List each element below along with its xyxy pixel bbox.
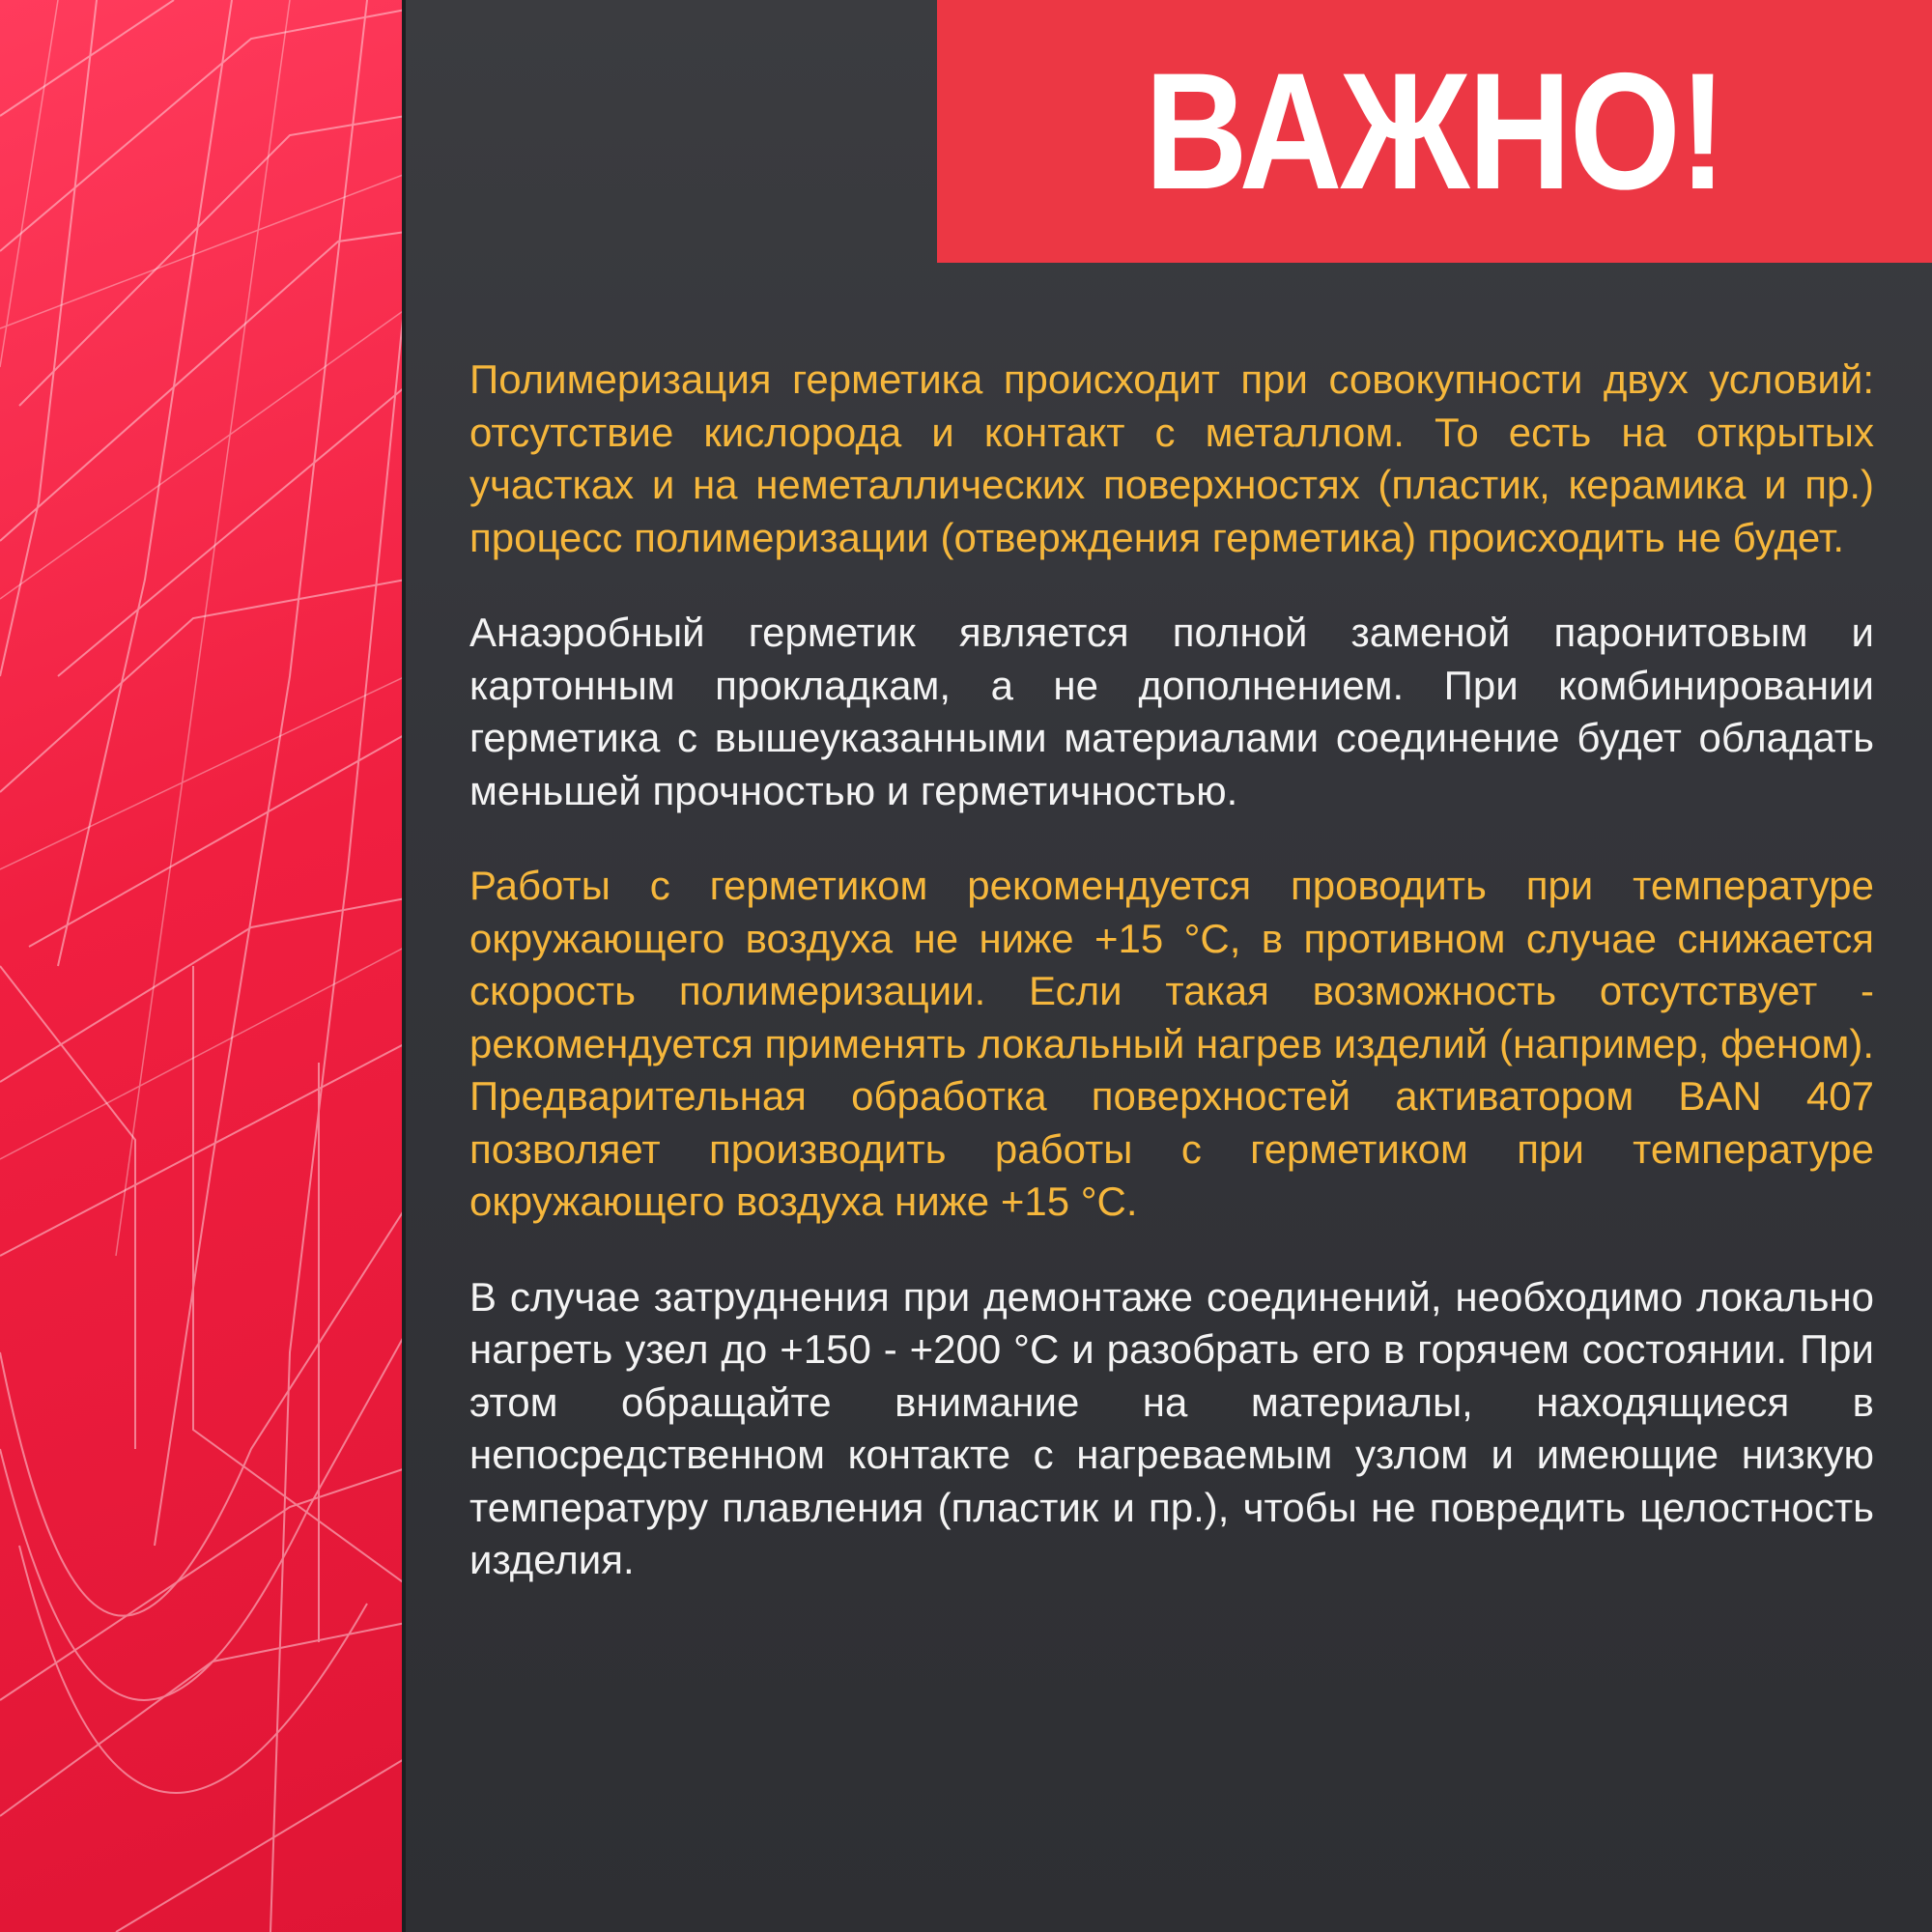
paragraph-disassembly: В случае затруднения при демонтаже соединений, необходимо локально нагреть узел до +150 - +200 °С и разобрать его в горячем состоянии. При этом обращайте внимание на материалы, находящиеся в непосредственном контакте с нагреваемым узлом и имеющие низкую температуру плавления (пластик и пр.), чтобы не повредить целостность изделия. — [469, 1273, 1874, 1582]
paragraph-temperature-conditions: Работы с герметиком рекомендуется проводить при температуре окружающего воздуха не ниже +15 °C, в противном случае снижается скорость полимеризации. Если такая возможность отсутствует - рекомендуется применять локальный нагрев изделий (например, феном). Предварительная обработка поверхностей активатором BAN 407 позволяет производить работы с герметиком при температуре окружающего воздуха ниже +15 °C. — [469, 863, 1874, 1224]
decorative-wireframe-panel — [0, 0, 406, 1932]
wireframe-lines-graphic — [0, 0, 406, 1932]
important-banner — [937, 0, 1932, 263]
paragraph-polymerization-conditions: Полимеризация герметика происходит при совокупности двух условий: отсутствие кислорода и контакт с металлом. То есть на открытых участках и на неметаллических поверхностях (пластик, керамика и пр.) процесс полимеризации (отверждения герметика) происходить не будет. — [469, 356, 1874, 560]
text-content — [469, 354, 1874, 1630]
banner-title: ВАЖНО! — [1144, 39, 1725, 224]
paragraph-gasket-replacement: Анаэробный герметик является полной заменой паронитовым и картонным прокладкам, а не дополнением. При комбинировании герметика с вышеуказанными материалами соединение будет обладать меньшей прочностью и герметичностью. — [469, 610, 1874, 813]
